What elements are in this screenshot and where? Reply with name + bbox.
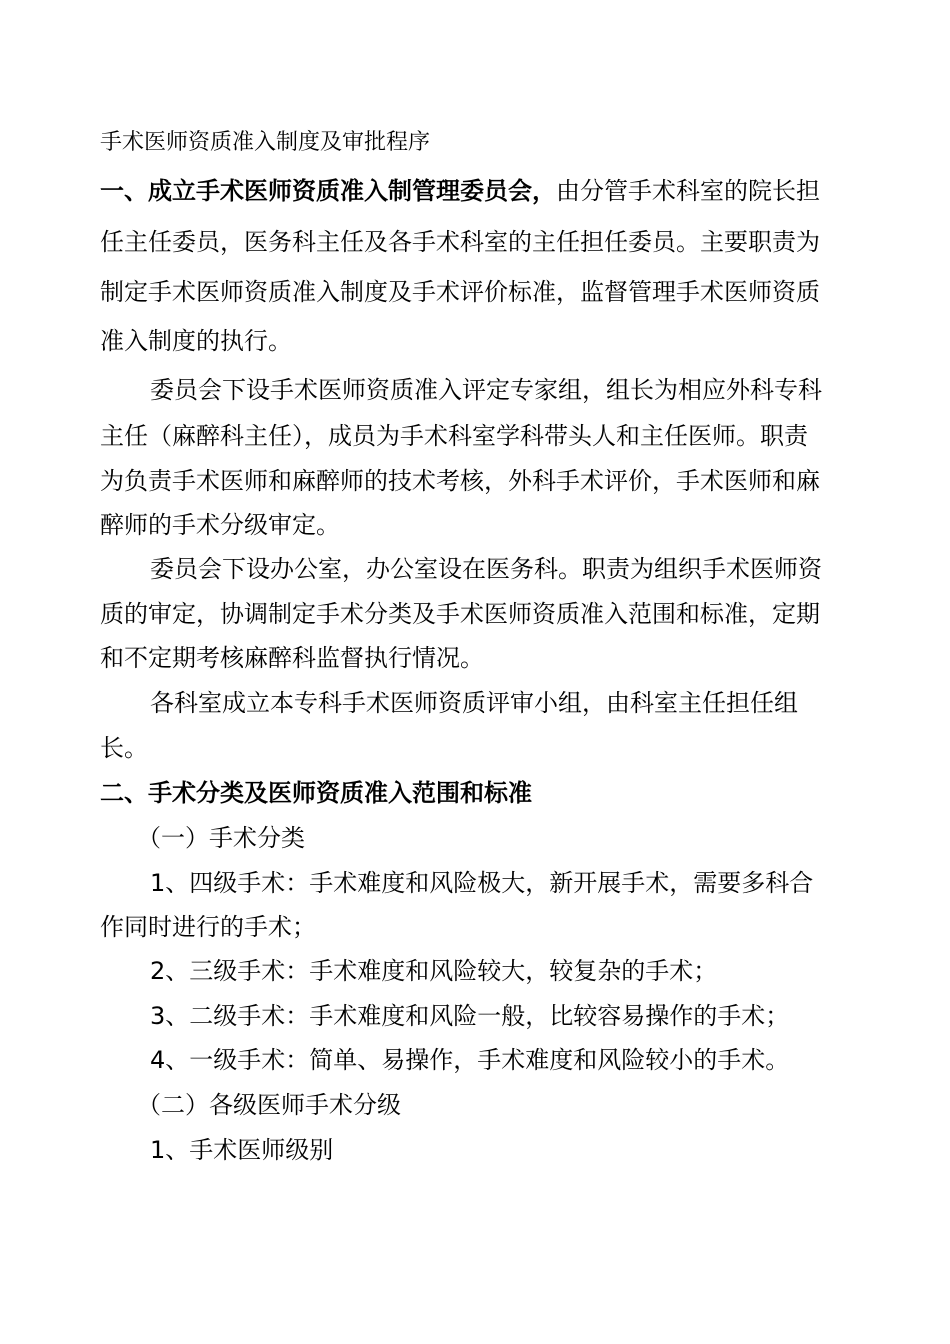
document-title: 手术医师资质准入制度及审批程序 <box>100 130 431 155</box>
section2-sub2: （二）各级医师手术分级 <box>137 1091 401 1119</box>
section2-heading: 二、手术分类及医师资质准入范围和标准 <box>100 779 532 807</box>
para3-line1: 委员会下设办公室，办公室设在医务科。职责为组织手术医师资 <box>150 555 822 583</box>
section1-line3: 制定手术医师资质准入制度及手术评价标准，监督管理手术医师资质 <box>100 278 820 306</box>
para2-line3: 为负责手术医师和麻醉师的技术考核，外科手术评价，手术医师和麻 <box>100 467 820 495</box>
item1-line2: 作同时进行的手术； <box>100 913 316 941</box>
para4-line2: 长。 <box>100 734 148 762</box>
section2-sub1: （一）手术分类 <box>137 824 305 852</box>
para2-line4: 醉师的手术分级审定。 <box>100 511 340 539</box>
section1-line4: 准入制度的执行。 <box>100 327 292 355</box>
section1-line2: 任主任委员，医务科主任及各手术科室的主任担任委员。主要职责为 <box>100 228 820 256</box>
section1-line1-text: 由分管手术科室的院长担 <box>556 177 820 205</box>
item1-line1: 1、四级手术：手术难度和风险极大，新开展手术，需要多科合 <box>150 869 814 897</box>
item4: 4、一级手术：简单、易操作，手术难度和风险较小的手术。 <box>150 1046 790 1074</box>
item3: 3、二级手术：手术难度和风险一般，比较容易操作的手术； <box>150 1002 790 1030</box>
para3-line3: 和不定期考核麻醉科监督执行情况。 <box>100 644 484 672</box>
item2: 2、三级手术：手术难度和风险较大，较复杂的手术； <box>150 957 718 985</box>
para4-line1: 各科室成立本专科手术医师资质评审小组，由科室主任担任组 <box>150 689 798 717</box>
para2-line1: 委员会下设手术医师资质准入评定专家组，组长为相应外科专科 <box>150 376 822 404</box>
section1-heading: 一、成立手术医师资质准入制管理委员会， <box>100 177 556 205</box>
section1-line1 <box>100 175 870 207</box>
para2-line2: 主任（麻醉科主任），成员为手术科室学科带头人和主任医师。职责 <box>100 422 808 450</box>
sub2-item1: 1、手术医师级别 <box>150 1136 334 1164</box>
para3-line2: 质的审定，协调制定手术分类及手术医师资质准入范围和标准，定期 <box>100 600 820 628</box>
